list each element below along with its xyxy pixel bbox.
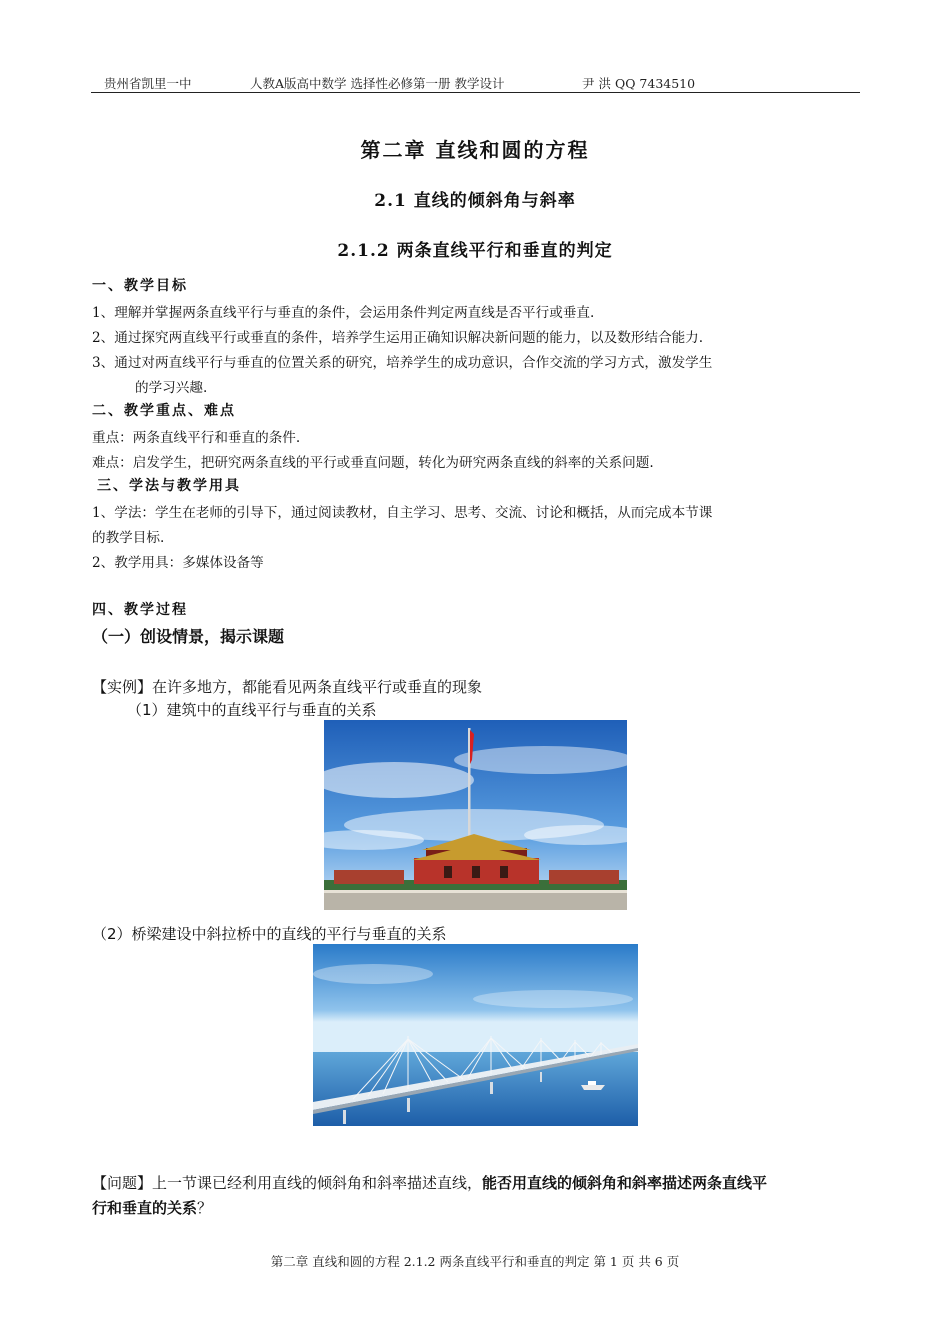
goal-item: 3、通过对两直线平行与垂直的位置关系的研究，培养学生的成功意识，合作交流的学习方式，激发学生: [92, 355, 713, 371]
process-subheading: （一）创设情景，揭示课题: [92, 627, 285, 646]
question-bold: 能否用直线的倾斜角和斜率描述两条直线平: [482, 1174, 768, 1192]
key-points-heading: 二、教学重点、难点: [92, 403, 236, 419]
question-bold-continuation: 行和垂直的关系: [92, 1199, 198, 1217]
header-book: 人教A版高中数学 选择性必修第一册 教学设计: [250, 76, 505, 91]
process-heading: 四、教学过程: [92, 602, 188, 618]
difficulty-text: 难点：启发学生，把研究两条直线的平行或垂直问题，转化为研究两条直线的斜率的关系问题.: [92, 455, 654, 471]
section-title: 2.1 直线的倾斜角与斜率: [374, 191, 576, 211]
example-text: 【实例】在许多地方，都能看见两条直线平行或垂直的现象: [92, 678, 483, 696]
subsection-title: 2.1.2 两条直线平行和垂直的判定: [337, 241, 613, 261]
method-item-1-continuation: 的教学目标.: [92, 530, 165, 546]
header-rule: [91, 92, 860, 93]
question-line-2: [92, 1197, 212, 1218]
page-footer: 第二章 直线和圆的方程 2.1.2 两条直线平行和垂直的判定 第 1 页 共 6 页: [270, 1254, 680, 1269]
goal-item-continuation: 的学习兴趣.: [135, 380, 208, 396]
cable-stayed-bridge-photo: [313, 944, 638, 1126]
question-end: ？: [197, 1199, 213, 1217]
header-author: 尹 洪 QQ 7434510: [582, 76, 696, 91]
goal-item: 2、通过探究两直线平行或垂直的条件，培养学生运用正确知识解决新问题的能力，以及数形结合能力.: [92, 330, 704, 346]
question-plain: 【问题】上一节课已经利用直线的倾斜角和斜率描述直线，: [92, 1174, 483, 1192]
chapter-title: 第二章 直线和圆的方程: [360, 138, 590, 162]
tiananmen-photo: [324, 720, 627, 910]
goals-heading: 一、教学目标: [92, 278, 188, 294]
goal-item: 1、理解并掌握两条直线平行与垂直的条件，会运用条件判定两直线是否平行或垂直.: [92, 305, 595, 321]
question-line-1: [92, 1172, 767, 1193]
example-2-caption: （2）桥梁建设中斜拉桥中的直线的平行与垂直的关系: [92, 925, 447, 943]
methods-heading: 三、学法与教学用具: [97, 478, 241, 494]
example-1-caption: （1）建筑中的直线平行与垂直的关系: [127, 701, 377, 719]
focus-text: 重点：两条直线平行和垂直的条件.: [92, 430, 301, 446]
header-school: 贵州省凯里一中: [104, 76, 192, 91]
method-item-1: 1、学法：学生在老师的引导下，通过阅读教材，自主学习、思考、交流、讨论和概括，从而完成本节课: [92, 505, 713, 521]
method-item-2: 2、教学用具：多媒体设备等: [92, 555, 264, 571]
